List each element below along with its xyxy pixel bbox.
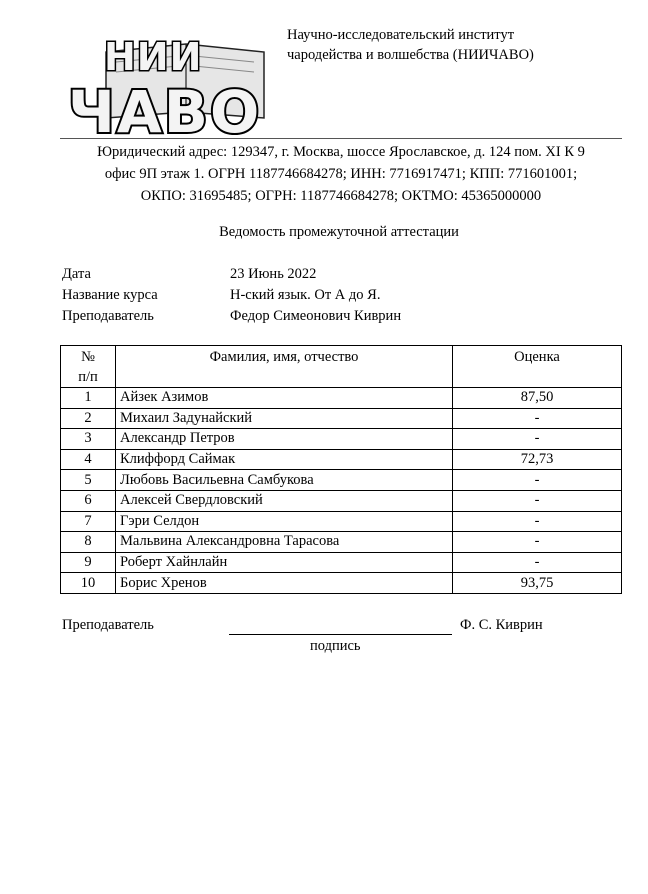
info-value: 23 Июнь 2022: [230, 266, 317, 282]
row-name: Клиффорд Саймак: [116, 449, 453, 470]
signature-hint: подпись: [310, 638, 361, 654]
row-name: Алексей Свердловский: [116, 490, 453, 511]
info-row-course: [62, 285, 401, 306]
header-num: [61, 346, 116, 388]
row-name: Гэри Селдон: [116, 511, 453, 532]
row-grade: -: [453, 532, 622, 553]
row-name: Любовь Васильевна Самбукова: [116, 470, 453, 491]
row-num: 5: [61, 470, 116, 491]
table-row: [61, 573, 622, 594]
institute-name: [287, 25, 627, 65]
logo-text-chavo: ЧАВО: [68, 78, 262, 140]
table-row: [61, 552, 622, 573]
row-num: 7: [61, 511, 116, 532]
table-row: [61, 429, 622, 450]
table-row: [61, 408, 622, 429]
row-grade: 72,73: [453, 449, 622, 470]
signature-line: [229, 634, 452, 635]
row-num: 1: [61, 388, 116, 409]
row-grade: -: [453, 511, 622, 532]
grades-table: [60, 345, 622, 594]
info-value: Федор Симеонович Киврин: [230, 308, 402, 324]
table-row: [61, 388, 622, 409]
row-name: Роберт Хайнлайн: [116, 552, 453, 573]
institute-name-line-2: чародейства и волшебства (НИИЧАВО): [287, 47, 534, 63]
table-row: [61, 511, 622, 532]
signature-name: Ф. С. Киврин: [460, 617, 543, 633]
row-grade: -: [453, 470, 622, 491]
header-grade: Оценка: [453, 346, 622, 388]
table-header-row: [61, 346, 622, 388]
address-line-2: офис 9П этаж 1. ОГРН 1187746684278; ИНН: 7716917471; КПП: 771601001;: [104, 166, 578, 182]
row-num: 10: [61, 573, 116, 594]
header-divider: [60, 138, 622, 139]
header-num-line-1: №: [81, 349, 95, 365]
document-title: Ведомость промежуточной аттестации: [219, 224, 459, 240]
row-num: 6: [61, 490, 116, 511]
row-grade: 87,50: [453, 388, 622, 409]
info-label: Преподаватель: [62, 308, 154, 324]
institute-name-line-1: Научно-исследовательский институт: [287, 27, 515, 43]
signature-label: Преподаватель: [62, 617, 154, 633]
legal-address: [56, 141, 626, 207]
table-row: [61, 532, 622, 553]
logo-text-nii: НИИ: [104, 35, 203, 79]
row-grade: 93,75: [453, 573, 622, 594]
table-row: [61, 490, 622, 511]
address-line-1: Юридический адрес: 129347, г. Москва, шоссе Ярославское, д. 124 пом. XI К 9: [97, 144, 585, 160]
row-num: 9: [61, 552, 116, 573]
row-name: Мальвина Александровна Тарасова: [116, 532, 453, 553]
signature-block: [62, 617, 622, 657]
info-value: Н-ский язык. От А до Я.: [230, 287, 381, 303]
row-grade: -: [453, 552, 622, 573]
row-num: 8: [61, 532, 116, 553]
row-grade: -: [453, 490, 622, 511]
address-line-3: ОКПО: 31695485; ОГРН: 1187746684278; ОКТМО: 45365000000: [140, 188, 542, 204]
document-info: [62, 264, 401, 327]
row-name: Александр Петров: [116, 429, 453, 450]
row-num: 2: [61, 408, 116, 429]
header-name: Фамилия, имя, отчество: [116, 346, 453, 388]
row-name: Борис Хренов: [116, 573, 453, 594]
niichavo-logo: [66, 22, 270, 140]
table-row: [61, 449, 622, 470]
row-name: Айзек Азимов: [116, 388, 453, 409]
info-row-date: [62, 264, 401, 285]
header-num-line-2: п/п: [78, 369, 98, 385]
row-grade: -: [453, 408, 622, 429]
row-num: 4: [61, 449, 116, 470]
row-name: Михаил Задунайский: [116, 408, 453, 429]
info-label: Название курса: [62, 287, 158, 303]
table-row: [61, 470, 622, 491]
row-num: 3: [61, 429, 116, 450]
niichavo-logo-graphic: [66, 22, 270, 140]
info-label: Дата: [62, 266, 91, 282]
row-grade: -: [453, 429, 622, 450]
info-row-teacher: [62, 306, 401, 327]
